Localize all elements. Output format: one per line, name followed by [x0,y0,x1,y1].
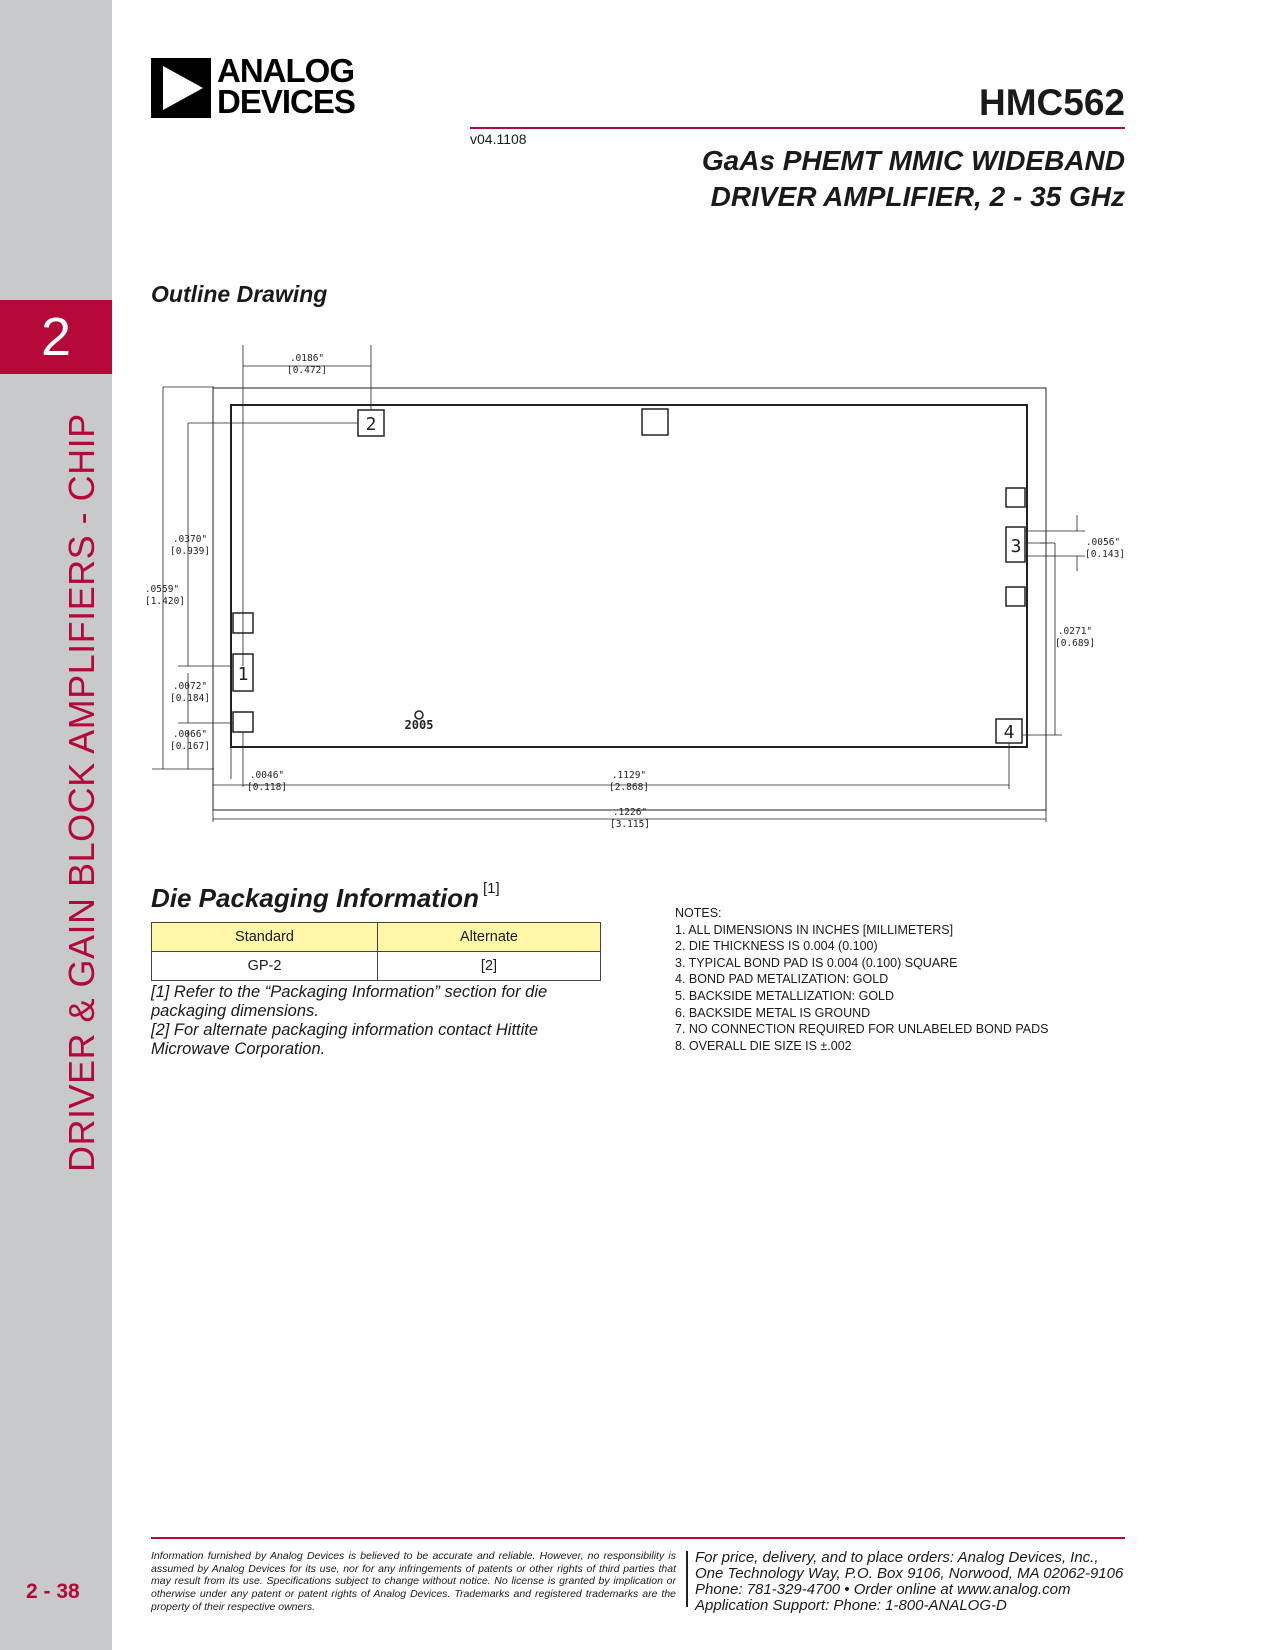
outline-drawing-title: Outline Drawing [151,281,328,307]
dim-left1-in: .0370" [172,534,208,545]
pad-label-3: 3 [1010,536,1022,557]
subtitle-line2: DRIVER AMPLIFIER, 2 - 35 GHz [710,181,1125,212]
die-packaging-table [151,922,601,981]
dim-left4-mm: [0.167] [169,741,211,752]
outline-drawing [140,345,1130,835]
dim-bot3-mm: [3.115] [609,819,651,830]
analog-devices-logo [151,52,366,120]
dim-right2-mm: [0.689] [1054,638,1096,649]
note-item: 7. NO CONNECTION REQUIRED FOR UNLABELED BOND PADS [675,1022,1049,1037]
logo-triangle-icon [151,58,211,118]
dim-bot1-mm: [0.118] [246,782,288,793]
pad-label-2: 2 [365,414,377,435]
bond-pad-unlabeled-top [642,409,668,435]
footer-contact [695,1550,1123,1614]
header-rule [470,127,1125,129]
dim-left2-in: .0559" [144,584,180,595]
subtitle-line1: GaAs PHEMT MMIC WIDEBAND [701,145,1125,176]
dim-right1-in: .0056" [1085,537,1121,548]
part-number: HMC562 [979,82,1125,123]
footnote-1: [1] Refer to the “Packaging Information” section for die packaging dimensions. [151,983,548,1020]
dim-bot1-in: .0046" [249,770,285,781]
footer-contact-line3: Phone: 781-329-4700 • Order online at www.analog.com [695,1581,1071,1598]
dim-right2-in: .0271" [1057,626,1093,637]
note-item: 8. OVERALL DIE SIZE IS ±.002 [675,1038,852,1053]
table-header-row [152,923,601,952]
dim-bot2-mm: [2.868] [608,782,650,793]
dim-left3-mm: [0.184] [169,693,211,704]
section-tab-number: 2 [0,300,112,374]
note-item: 5. BACKSIDE METALLIZATION: GOLD [675,988,895,1003]
note-item: 4. BOND PAD METALIZATION: GOLD [675,972,889,987]
pad-label-1: 1 [237,664,249,685]
notes-block [675,905,1048,1054]
note-item: 2. DIE THICKNESS IS 0.004 (0.100) [675,939,878,954]
footer-contact-line1: For price, delivery, and to place orders: Analog Devices, Inc., [695,1549,1099,1566]
dim-left4-in: .0066" [172,729,208,740]
note-item: 6. BACKSIDE METAL IS GROUND [675,1005,871,1020]
footer-contact-line4: Application Support: Phone: 1-800-ANALOG-D [695,1597,1007,1614]
notes-heading: NOTES: [675,906,722,920]
dim-right1-mm: [0.143] [1084,549,1126,560]
dim-left2-mm: [1.420] [144,596,186,607]
table-header-standard: Standard [152,923,378,952]
dim-left1-mm: [0.939] [169,546,211,557]
die-packaging-title-ref: [1] [482,880,500,898]
die-packaging-title [151,880,500,914]
footer-divider [686,1551,688,1607]
logo-text-line2: DEVICES [217,83,355,120]
bond-pad-unlabeled-right-lower [1006,587,1025,606]
note-item: 1. ALL DIMENSIONS IN INCHES [MILLIMETERS] [675,922,954,937]
bond-pad-unlabeled-right-upper [1006,488,1025,507]
outline-drawing-svg [140,345,1130,835]
dim-top-mm: [0.472] [286,365,328,376]
dim-left3-in: .0072" [172,681,208,692]
logo-text [217,52,355,120]
product-subtitle [702,143,1125,215]
footer-rule [151,1537,1125,1539]
note-item: 3. TYPICAL BOND PAD IS 0.004 (0.100) SQUARE [675,955,958,970]
dim-top-in: .0186" [289,353,325,364]
footnote-2: [2] For alternate packaging information contact Hittite Microwave Corporation. [151,1021,539,1058]
table-header-alternate: Alternate [377,923,600,952]
logo-text-line1: ANALOG [217,52,354,89]
footer-disclaimer: Information furnished by Analog Devices is believed to be accurate and reliable. However, no responsibility is assumed by Analog Devices for its use, nor for any infringements of patents or other rights of third parties that may result from its use. Specifications subject to change without notice. No license is granted by implication or otherwise under any patent or patent rights of Analog Devices. Trademarks and registered trademarks are the property of their respective owners. [151,1550,676,1613]
page-number: 2 - 38 [26,1580,80,1603]
die-packaging-title-text: Die Packaging Information [151,883,479,913]
table-cell-standard: GP-2 [152,952,378,981]
bond-pad-unlabeled-left-lower [233,712,253,732]
table-cell-alternate: [2] [377,952,600,981]
footer-contact-line2: One Technology Way, P.O. Box 9106, Norwood, MA 02062-9106 [695,1565,1124,1582]
table-row [152,952,601,981]
version-label: v04.1108 [470,131,527,147]
dim-bot2-in: .1129" [611,770,647,781]
section-side-title: DRIVER & GAIN BLOCK AMPLIFIERS - CHIP [61,413,102,1172]
die-inner-outline [231,405,1027,747]
dim-bot3-in: .1226" [612,807,648,818]
packaging-footnotes [151,983,611,1059]
pad-label-4: 4 [1003,722,1015,743]
die-mark: 2005 [404,718,434,732]
